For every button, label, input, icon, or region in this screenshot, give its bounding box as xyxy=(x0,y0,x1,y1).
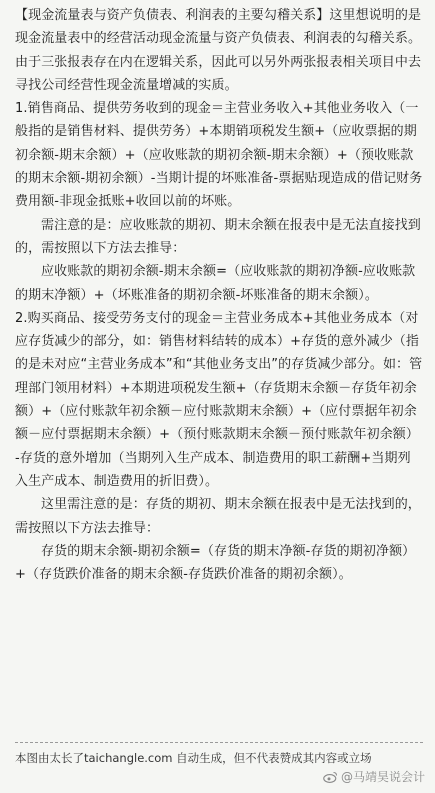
note-1-paragraph: 需注意的是：应收账款的期初、期末余额在报表中是无法直接找到的，需按照以下方法去推导： xyxy=(15,217,421,256)
formula-1-paragraph: 应收账款的期初余额-期末余额=（应收账款的期初净额-应收账款的期末净额）+（坏账准备的期初余额-坏账准备的期末余额）。 xyxy=(15,264,416,303)
footer-divider xyxy=(15,742,423,743)
watermark xyxy=(323,768,425,785)
footer-note: 本图由太长了taichangle.com 自动生成，但不代表赞成其内容或立场 xyxy=(15,751,372,765)
item-1-paragraph: 1.销售商品、提供劳务收到的现金＝主营业务收入+其他业务收入（一般指的是销售材料、提供劳务）+本期销项税发生额+（应收票据的期初余额-期末余额）+（应收账款的期初余额-期末余额）+（预收账款的期末余额-期初余额）-当期计提的坏账准备-票据贴现造成的借记财务费用额-非现金抵账+收回以前的坏账。 xyxy=(15,101,423,210)
note-2-paragraph: 这里需注意的是：存货的期初、期末余额在报表中是无法找到的，需按照以下方法去推导： xyxy=(15,497,421,536)
weibo-logo-icon xyxy=(323,771,338,783)
intro-paragraph: 【现金流量表与资产负债表、利润表的主要勾稽关系】这里想说明的是现金流量表中的经营活动现金流量与资产负债表、利润表的勾稽关系。由于三张报表存在内在逻辑关系，因此可以另外两张报表相关项目中去寻找公司经营性现金流量增减的实质。 xyxy=(15,8,422,93)
item-2-paragraph: 2.购买商品、接受劳务支付的现金＝主营业务成本+其他业务成本（对应存货减少的部分，如：销售材料结转的成本）+存货的意外减少（指的是未对应“主营业务成本”和“其他业务支出”的存货减少部分。如：管理部门领用材料）+本期进项税发生额+（存货期末余额－存货年初余额）+（应付账款年初余额－应付账款期末余额）+（应付票据年初余额－应付票据期末余额）+（预付账款期末余额－预付账款年初余额）-存货的意外增加（当期列入生产成本、制造费用的职工薪酬+当期列入生产成本、制造费用的折旧费）。 xyxy=(15,310,423,489)
formula-2-paragraph: 存货的期末余额-期初余额=（存货的期末净额-存货的期初净额）+（存货跌价准备的期末余额-存货跌价准备的期初余额）。 xyxy=(15,543,416,583)
watermark-text: @马靖昊说会计 xyxy=(340,770,425,784)
